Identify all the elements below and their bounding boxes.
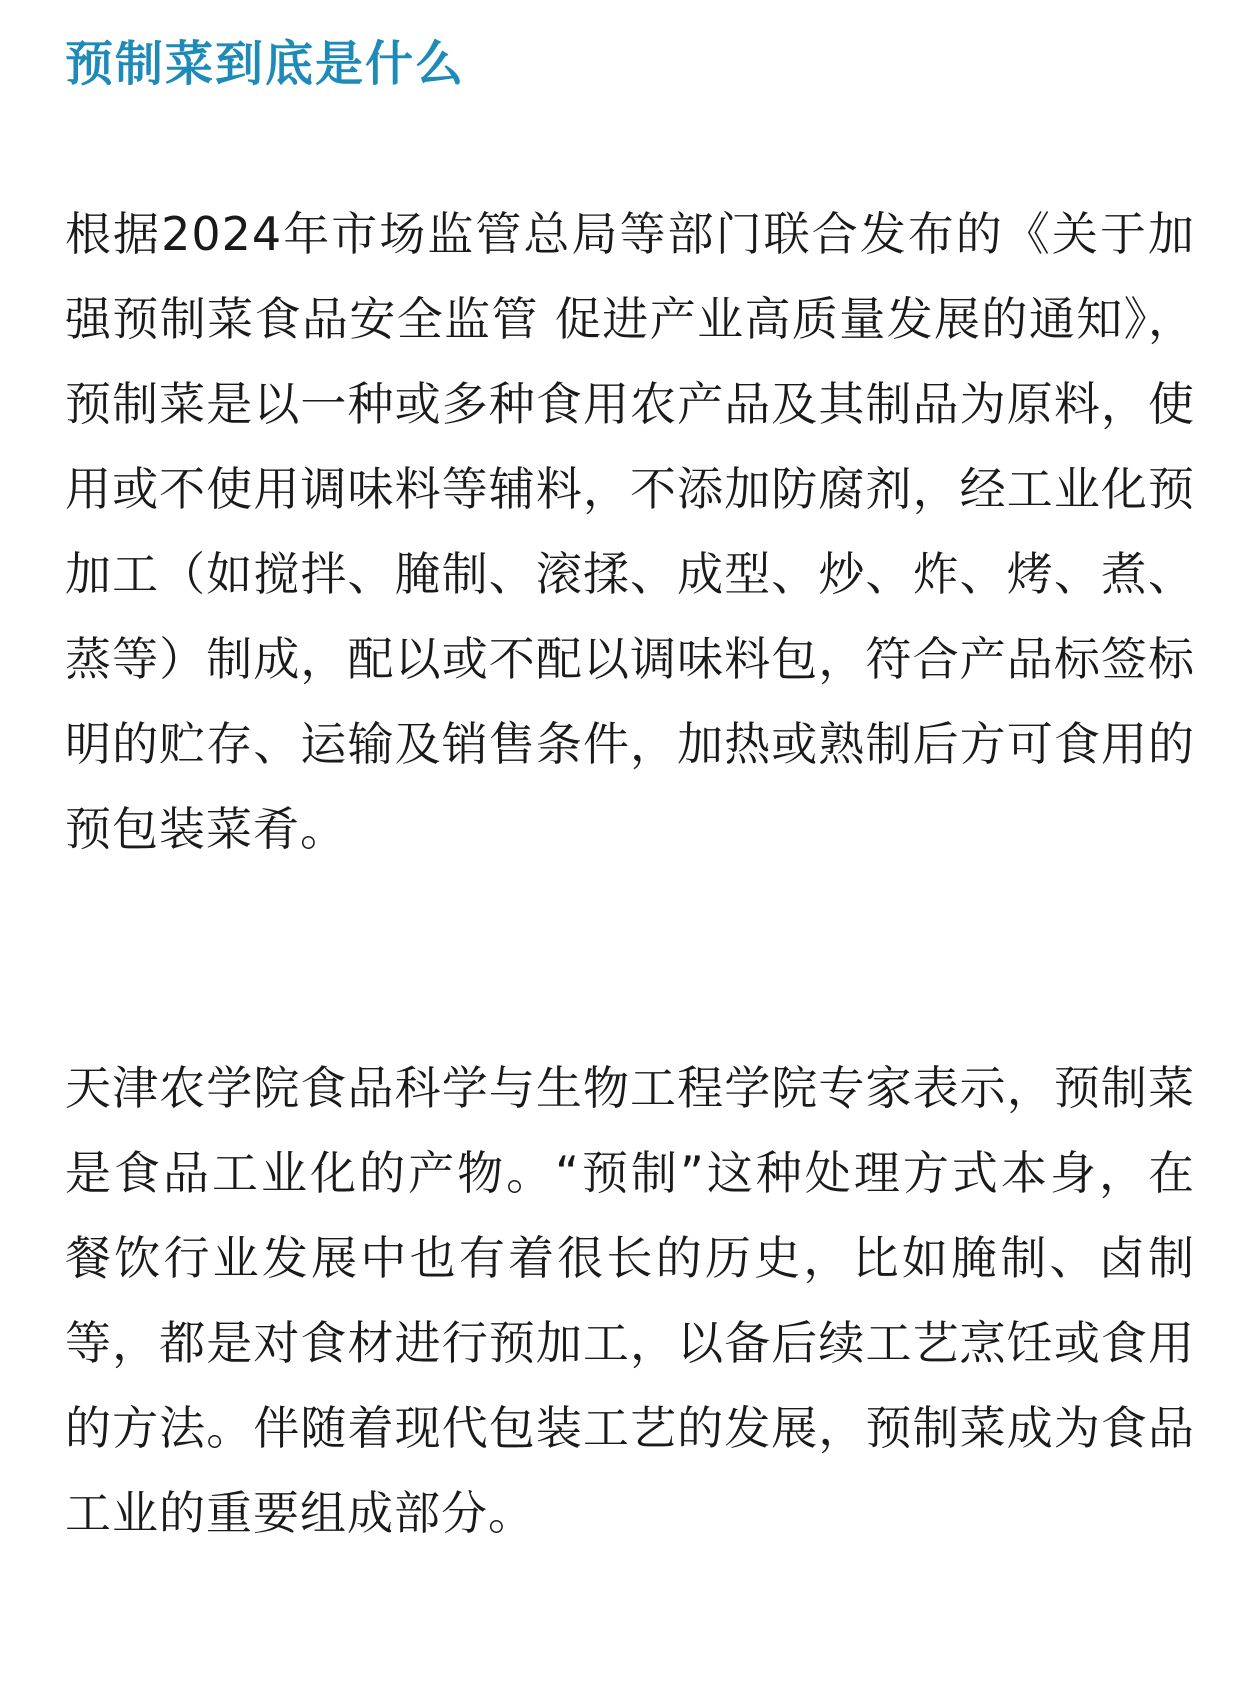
paragraph-expert-opinion: 天津农学院食品科学与生物工程学院专家表示，预制菜是食品工业化的产物。“预制”这种处理方式本身，在餐饮行业发展中也有着很长的历史，比如腌制、卤制等，都是对食材进行预加工，以备后续工艺烹饪或食用的方法。伴随着现代包装工艺的发展，预制菜成为食品工业的重要组成部分。 <box>65 1061 1195 1540</box>
article-heading: 预制菜到底是什么 <box>65 36 466 92</box>
paragraph-definition: 根据2024年市场监管总局等部门联合发布的《关于加强预制菜食品安全监管 促进产业高质量发展的通知》，预制菜是以一种或多种食用农产品及其制品为原料，使用或不使用调味料等辅料，不添加防腐剂，经工业化预加工（如搅拌、腌制、滚揉、成型、炒、炸、烤、煮、蒸等）制成，配以或不配以调味料包，符合产品标签标明的贮存、运输及销售条件，加热或熟制后方可食用的预包装菜肴。 <box>65 207 1195 856</box>
